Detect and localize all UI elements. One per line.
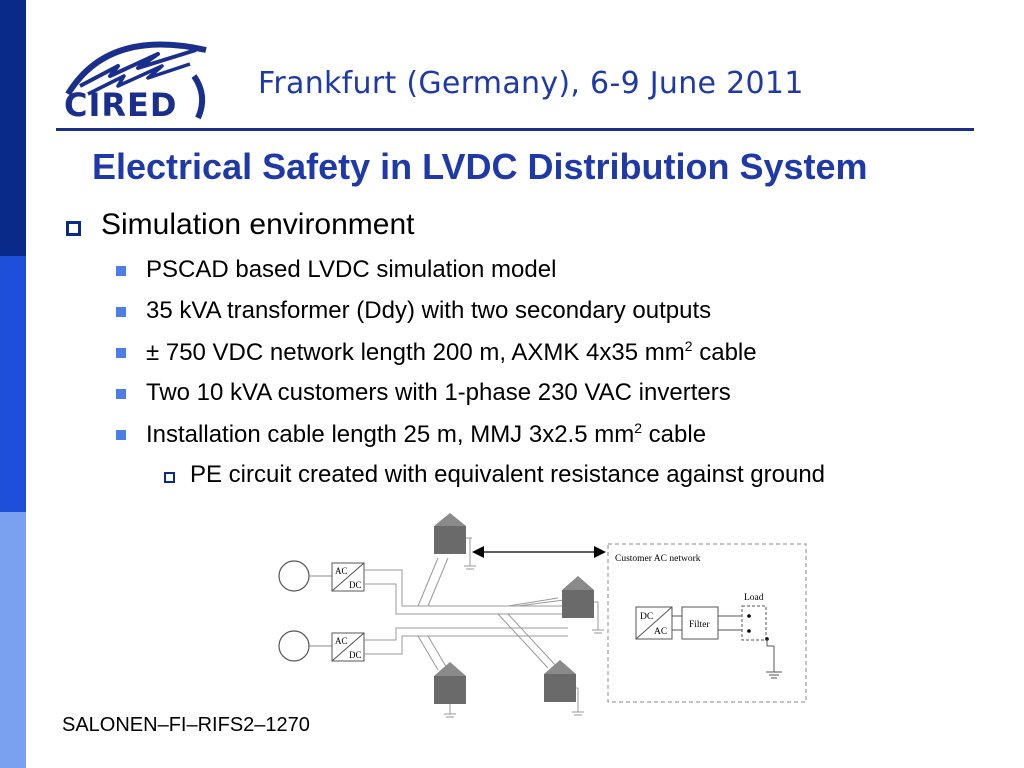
svg-text:DC: DC [349,580,362,590]
bullet-text: Simulation environment [101,208,415,241]
generator-bottom-icon [279,631,309,661]
accent-bar-mid [0,256,26,512]
list-item-text: ± 750 VDC network length 200 m, AXMK 4x35 $mm^2$ cable [146,338,757,366]
house-icon [544,660,584,715]
header-divider [56,128,974,131]
acdc-converter-bottom [332,633,364,661]
double-arrow-icon [472,546,606,558]
event-title: Frankfurt (Germany), 6-9 June 2011 [258,66,804,101]
list-item-text: Installation cable length 25 m, MMJ 3x2.5 $mm^2$ cable [146,420,707,448]
svg-text:Filter: Filter [689,620,710,630]
svg-text:AC: AC [335,566,348,576]
logo-text: CIRED [64,86,178,124]
load-label: Load [744,593,764,603]
slide-title: Electrical Safety in LVDC Distribution System [92,146,868,187]
footer-paper-code: SALONEN–FI–RIFS2–1270 [62,714,310,736]
bullet-square-icon [116,389,126,399]
house-icon [434,513,476,569]
cired-logo [58,36,214,126]
bullet-square-icon [66,221,81,236]
svg-text:AC: AC [654,627,668,637]
sub-list-item-text: PE circuit created with equivalent resistance against ground [190,461,826,488]
list-item-text: Two 10 kVA customers with 1-phase 230 VAC inverters [146,379,731,406]
list-item-text: PSCAD based LVDC simulation model [146,256,557,283]
bullet-square-icon [164,472,175,483]
ground-icon [766,672,782,678]
filter-block [682,607,718,639]
customer-ac-network-label: Customer AC network [615,554,701,564]
svg-text:DC: DC [640,612,654,622]
svg-text:AC: AC [335,636,348,646]
house-icon [434,662,466,717]
load-block [742,606,769,641]
acdc-converter-top [332,563,364,591]
bullet-square-icon [116,266,126,276]
bullet-square-icon [116,430,126,440]
list-item-text: 35 kVA transformer (Ddy) with two secondary outputs [146,297,712,324]
dcac-inverter [636,607,672,639]
bullet-square-icon [116,307,126,317]
accent-bar-dark [0,0,26,256]
accent-bar-light [0,512,26,768]
bullet-square-icon [116,348,126,358]
left-accent-bar [0,0,26,768]
lvdc-network-diagram [268,508,816,720]
generator-top-icon [279,561,309,591]
svg-text:DC: DC [349,650,362,660]
house-icon [562,576,604,633]
